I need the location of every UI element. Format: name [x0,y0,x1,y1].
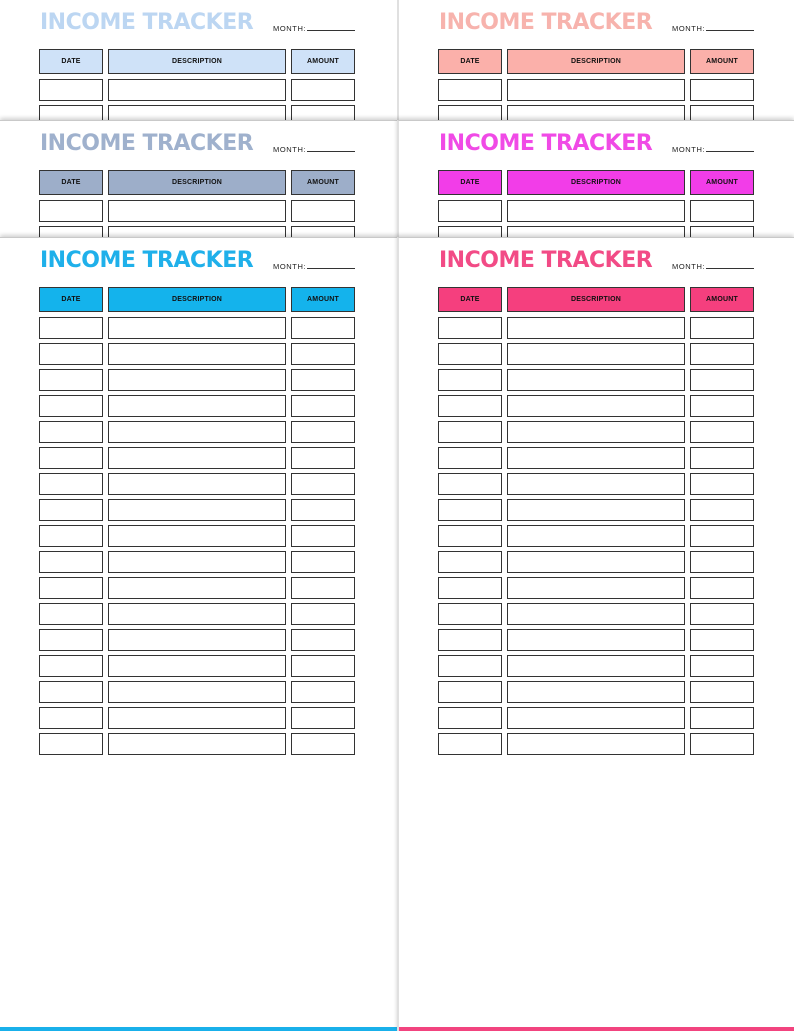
page-title: INCOME TRACKER [40,131,254,156]
date-cell[interactable] [438,317,502,339]
month-label: MONTH: [672,24,706,33]
table-row [0,395,397,421]
description-cell[interactable] [507,395,685,417]
date-cell[interactable] [438,79,502,101]
description-column-header: DESCRIPTION [507,287,685,312]
amount-cell[interactable] [291,603,355,625]
month-field[interactable] [672,24,754,33]
table-row [399,317,794,343]
date-column-header: DATE [438,287,502,312]
description-cell[interactable] [108,421,286,443]
table-row [399,577,794,603]
table-row [0,733,397,759]
page-title: INCOME TRACKER [40,10,254,35]
description-cell[interactable] [108,707,286,729]
page-title: INCOME TRACKER [439,131,653,156]
date-column-header: DATE [438,170,502,195]
description-cell[interactable] [108,317,286,339]
table-row [399,629,794,655]
amount-column-header: AMOUNT [291,49,355,74]
table-row [399,525,794,551]
amount-cell[interactable] [291,681,355,703]
month-label: MONTH: [273,145,307,154]
tracker-rows [399,317,794,759]
description-cell[interactable] [108,577,286,599]
description-cell[interactable] [507,707,685,729]
amount-column-header: AMOUNT [291,287,355,312]
date-cell[interactable] [438,551,502,573]
date-cell[interactable] [39,395,103,417]
date-cell[interactable] [39,603,103,625]
amount-cell[interactable] [291,577,355,599]
amount-column-header: AMOUNT [690,170,754,195]
page-title: INCOME TRACKER [439,248,653,273]
amount-cell[interactable] [690,603,754,625]
description-cell[interactable] [108,200,286,222]
month-field[interactable] [672,262,754,271]
month-input-line[interactable] [307,30,355,31]
description-cell[interactable] [507,499,685,521]
amount-cell[interactable] [291,447,355,469]
description-cell[interactable] [108,629,286,651]
date-cell[interactable] [39,525,103,547]
amount-cell[interactable] [690,629,754,651]
table-row [0,447,397,473]
amount-cell[interactable] [690,733,754,755]
description-cell[interactable] [108,603,286,625]
table-row [0,681,397,707]
amount-cell[interactable] [690,499,754,521]
table-row [399,200,794,226]
table-row [0,473,397,499]
amount-cell[interactable] [291,525,355,547]
amount-cell[interactable] [291,343,355,365]
amount-cell[interactable] [291,421,355,443]
description-cell[interactable] [108,525,286,547]
month-input-line[interactable] [706,151,754,152]
table-row [399,681,794,707]
date-cell[interactable] [438,499,502,521]
table-row [399,369,794,395]
amount-cell[interactable] [291,79,355,101]
month-label: MONTH: [273,24,307,33]
amount-cell[interactable] [291,733,355,755]
date-cell[interactable] [39,551,103,573]
month-input-line[interactable] [706,268,754,269]
date-cell[interactable] [39,421,103,443]
amount-cell[interactable] [690,200,754,222]
table-row [0,577,397,603]
date-cell[interactable] [438,577,502,599]
table-row [399,655,794,681]
description-cell[interactable] [507,629,685,651]
table-row [399,343,794,369]
description-cell[interactable] [507,577,685,599]
amount-cell[interactable] [291,317,355,339]
table-row [0,421,397,447]
table-row [399,603,794,629]
amount-cell[interactable] [690,369,754,391]
table-row [0,369,397,395]
amount-cell[interactable] [291,629,355,651]
amount-cell[interactable] [690,525,754,547]
amount-column-header: AMOUNT [690,287,754,312]
month-label: MONTH: [273,262,307,271]
description-column-header: DESCRIPTION [507,49,685,74]
date-cell[interactable] [39,681,103,703]
amount-cell[interactable] [690,421,754,443]
date-cell[interactable] [39,369,103,391]
date-cell[interactable] [438,447,502,469]
date-cell[interactable] [438,343,502,365]
description-cell[interactable] [507,343,685,365]
date-cell[interactable] [39,499,103,521]
date-cell[interactable] [438,369,502,391]
date-cell[interactable] [438,707,502,729]
bottom-accent-bar [399,1027,794,1031]
month-field[interactable] [273,24,355,33]
date-cell[interactable] [39,655,103,677]
amount-cell[interactable] [690,707,754,729]
description-cell[interactable] [108,395,286,417]
description-cell[interactable] [507,603,685,625]
date-cell[interactable] [39,577,103,599]
table-row [0,317,397,343]
month-input-line[interactable] [307,268,355,269]
table-row [399,79,794,105]
date-cell[interactable] [438,421,502,443]
description-cell[interactable] [108,499,286,521]
income-tracker-page-pink [397,237,794,1031]
description-cell[interactable] [108,681,286,703]
amount-cell[interactable] [291,369,355,391]
table-row [0,629,397,655]
amount-cell[interactable] [690,343,754,365]
date-cell[interactable] [39,200,103,222]
amount-cell[interactable] [291,473,355,495]
description-cell[interactable] [507,473,685,495]
date-cell[interactable] [438,525,502,547]
amount-column-header: AMOUNT [690,49,754,74]
tracker-rows [0,317,397,759]
date-cell[interactable] [438,200,502,222]
description-cell[interactable] [507,317,685,339]
description-cell[interactable] [507,525,685,547]
description-column-header: DESCRIPTION [108,287,286,312]
table-row [399,707,794,733]
amount-cell[interactable] [690,395,754,417]
description-cell[interactable] [507,200,685,222]
amount-cell[interactable] [690,551,754,573]
month-input-line[interactable] [706,30,754,31]
month-field[interactable] [672,145,754,154]
table-row [399,421,794,447]
amount-cell[interactable] [291,707,355,729]
table-row [0,499,397,525]
date-column-header: DATE [438,49,502,74]
date-cell[interactable] [39,317,103,339]
date-cell[interactable] [438,655,502,677]
page-title: INCOME TRACKER [40,248,254,273]
description-cell[interactable] [108,655,286,677]
table-row [399,733,794,759]
table-row [0,603,397,629]
table-row [0,343,397,369]
description-cell[interactable] [507,369,685,391]
table-row [0,525,397,551]
description-cell[interactable] [108,447,286,469]
table-row [0,200,397,226]
date-cell[interactable] [438,681,502,703]
date-cell[interactable] [39,447,103,469]
description-cell[interactable] [108,733,286,755]
description-column-header: DESCRIPTION [108,170,286,195]
amount-column-header: AMOUNT [291,170,355,195]
description-column-header: DESCRIPTION [507,170,685,195]
date-cell[interactable] [39,79,103,101]
date-cell[interactable] [39,343,103,365]
date-cell[interactable] [39,733,103,755]
table-row [399,499,794,525]
table-row [0,655,397,681]
description-column-header: DESCRIPTION [108,49,286,74]
amount-cell[interactable] [690,79,754,101]
table-row [0,551,397,577]
date-cell[interactable] [438,629,502,651]
month-input-line[interactable] [307,151,355,152]
description-cell[interactable] [507,551,685,573]
amount-cell[interactable] [291,395,355,417]
table-row [399,447,794,473]
date-cell[interactable] [39,707,103,729]
table-row [0,707,397,733]
amount-cell[interactable] [690,681,754,703]
date-column-header: DATE [39,170,103,195]
amount-cell[interactable] [690,317,754,339]
month-label: MONTH: [672,262,706,271]
income-tracker-page-cyan [0,237,397,1031]
date-cell[interactable] [39,473,103,495]
date-cell[interactable] [438,395,502,417]
month-label: MONTH: [672,145,706,154]
date-cell[interactable] [438,603,502,625]
date-cell[interactable] [438,733,502,755]
description-cell[interactable] [108,551,286,573]
description-cell[interactable] [507,655,685,677]
page-title: INCOME TRACKER [439,10,653,35]
description-cell[interactable] [108,369,286,391]
amount-cell[interactable] [291,200,355,222]
month-field[interactable] [273,145,355,154]
date-column-header: DATE [39,49,103,74]
date-cell[interactable] [438,473,502,495]
description-cell[interactable] [507,79,685,101]
table-row [0,79,397,105]
description-cell[interactable] [507,447,685,469]
description-cell[interactable] [507,733,685,755]
amount-cell[interactable] [690,577,754,599]
amount-cell[interactable] [690,473,754,495]
date-column-header: DATE [39,287,103,312]
description-cell[interactable] [108,473,286,495]
description-cell[interactable] [507,681,685,703]
amount-cell[interactable] [291,551,355,573]
amount-cell[interactable] [690,655,754,677]
table-row [399,395,794,421]
bottom-accent-bar [0,1027,397,1031]
amount-cell[interactable] [291,655,355,677]
month-field[interactable] [273,262,355,271]
description-cell[interactable] [108,343,286,365]
description-cell[interactable] [108,79,286,101]
amount-cell[interactable] [690,447,754,469]
date-cell[interactable] [39,629,103,651]
description-cell[interactable] [507,421,685,443]
table-row [399,551,794,577]
amount-cell[interactable] [291,499,355,521]
table-row [399,473,794,499]
